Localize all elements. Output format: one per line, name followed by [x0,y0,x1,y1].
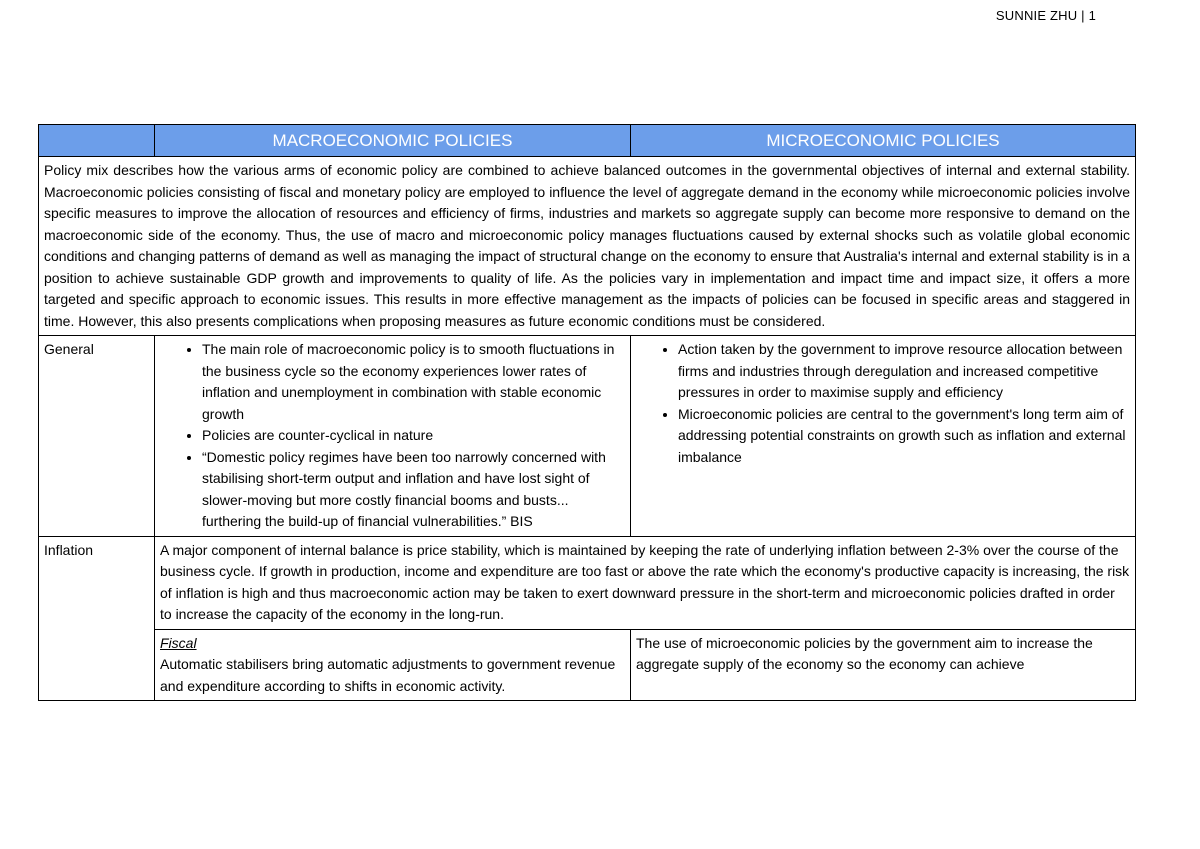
header-macroeconomic: MACROECONOMIC POLICIES [155,125,631,157]
intro-paragraph: Policy mix describes how the various arms of economic policy are combined to achieve balanced outcomes in the governmental objectives of internal and external stability. Macroeconomic policies consisting of fiscal and monetary policy are employed to influence the level of aggregate demand in the economy while microeconomic policies involve specific measures to improve the allocation of resources and efficiency of firms, industries and markets so aggregate supply can become more responsive to demand on the macroeconomic side of the economy. Thus, the use of macro and microeconomic policy manages fluctuations caused by external shocks such as volatile global economic conditions and changing patterns of demand as well as managing the impact of structural change on the economy to ensure that Australia's internal and external stability is in a position to achieve sustainable GDP growth and improvements to quality of life. As the policies vary in implementation and impact time and impact size, it offers a more targeted and specific approach to economic issues. This results in more effective management as the impacts of policies can be focused in specific areas and staggered in time. However, this also presents complications when proposing measures as future economic conditions must be considered. [39,157,1136,336]
inflation-label: Inflation [39,536,155,701]
fiscal-text: Automatic stabilisers bring automatic adjustments to government revenue and expenditure according to shifts in economic activity. [160,656,616,694]
general-label: General [39,336,155,537]
page-number: 1 [1088,8,1096,23]
inflation-summary: A major component of internal balance is price stability, which is maintained by keeping the rate of underlying inflation between 2-3% over the course of the business cycle. If growth in production, income and expenditure are too fast or above the rate which the economy's productive capacity is increasing, the risk of inflation is high and thus macroeconomic action may be taken to exert downward pressure in the short-term and microeconomic policies drafted in order to increase the capacity of the economy in the long-run. [155,536,1136,629]
inflation-micro-cell: The use of microeconomic policies by the government aim to increase the aggregate supply of the economy so the economy can achieve [631,629,1136,701]
header-microeconomic: MICROECONOMIC POLICIES [631,125,1136,157]
header-empty-cell [39,125,155,157]
inflation-fiscal-cell [155,629,631,701]
general-micro-cell [631,336,1136,537]
inflation-row [39,536,1136,629]
list-item: • The main role of macroeconomic policy is to smooth fluctuations in the business cycle so the economy experiences lower rates of inflation and unemployment in combination with stable economic growth [202,339,625,425]
page-header [996,8,1096,23]
general-macro-list [160,339,625,533]
list-item: • “Domestic policy regimes have been too narrowly concerned with stabilising short-term output and inflation and have lost sight of slower-moving but more costly financial booms and busts... furthering the build-up of financial vulnerabilities.” BIS [202,447,625,533]
fiscal-heading: Fiscal [160,634,197,651]
intro-row [39,157,1136,336]
policy-table [38,124,1136,701]
general-micro-list [636,339,1130,468]
list-item: • Policies are counter-cyclical in nature [202,425,625,447]
general-macro-cell [155,336,631,537]
table-header-row [39,125,1136,157]
general-row [39,336,1136,537]
author-name: SUNNIE ZHU | [995,8,1085,23]
inflation-detail-row [39,629,1136,701]
list-item: • Microeconomic policies are central to the government's long term aim of addressing potential constraints on growth such as inflation and external imbalance [678,404,1130,469]
list-item: • Action taken by the government to improve resource allocation between firms and industries through deregulation and increased competitive pressures in order to maximise supply and efficiency [678,339,1130,404]
